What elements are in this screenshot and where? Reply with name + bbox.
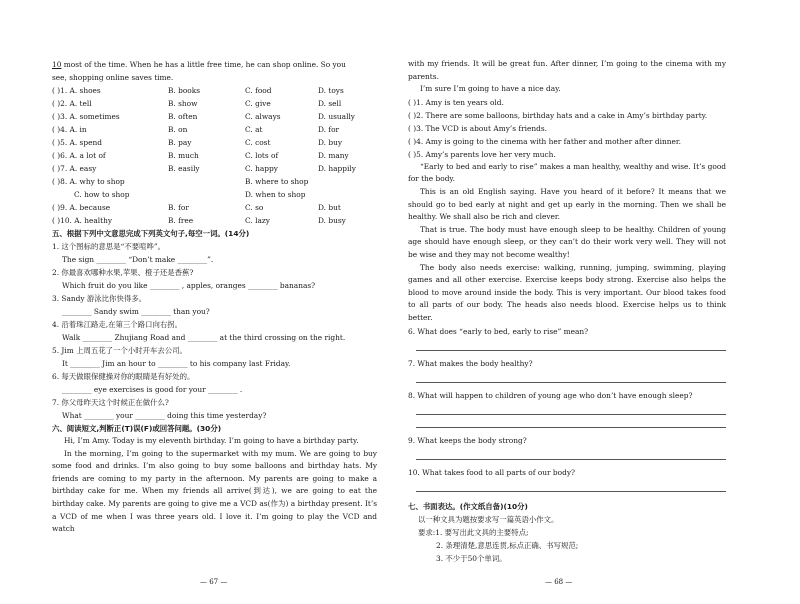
question-zh: 4. 沿着珠江路走,在第三个路口向右拐。 (52, 320, 183, 329)
question-en: The sign ________ “Don’t make ________”. (62, 255, 214, 264)
question-en: ________ Sandy swim ________ than you? (62, 307, 210, 316)
question: 7. What makes the body healthy? (408, 358, 533, 368)
answer-line[interactable] (416, 447, 726, 460)
question-zh: 6. 每天做眼保健操对你的眼睛是有好处的。 (52, 372, 195, 381)
page-number: — 67 — (200, 578, 228, 586)
writing-instruction: 以一种文具为题按要求写一篇英语小作文。 (418, 514, 559, 524)
answer-line[interactable] (416, 415, 726, 428)
mc-row: ( )3. A. sometimes B. often C. always D. usually (52, 112, 355, 121)
answer-line[interactable] (416, 402, 726, 415)
question-zh: 2. 你最喜欢哪种水果,苹果、橙子还是香蕉? (52, 268, 194, 277)
reading-paragraph: This is an old English saying. Have you heard of it before? It means that we should go to bed early at night and get up early in the morning. Then we shall be healthy. We shall also be rich and clever. (408, 186, 726, 222)
reading-paragraph: with my friends. It will be great fun. After dinner, I’m going to the cinema with my parents. (408, 59, 726, 81)
question-en: Which fruit do you like ________ , apples, oranges ________ bananas? (62, 281, 316, 290)
question-en: What ________ your ________ doing this time yesterday? (62, 411, 267, 420)
mc-row: ( )1. A. shoes B. books C. food D. toys (52, 86, 344, 95)
true-false-item: ( )4. Amy is going to the cinema with her father and mother after dinner. (408, 136, 681, 146)
mc-row: ( )8. A. why to shop B. where to shop (52, 177, 309, 186)
mc-row: ( )5. A. spend B. pay C. cost D. buy (52, 138, 343, 147)
mc-row: ( )4. A. in B. on C. at D. for (52, 125, 340, 134)
answer-line[interactable] (416, 479, 726, 492)
reading-paragraph: That is true. The body must have enough sleep to be healthy. Children of young age should have enough sleep, or they can’t do their work very well. They will not be wise and they may not become wealthy! (408, 224, 726, 259)
passage-text: most of the time. When he has a little free time, he can shop online. So you (63, 60, 346, 69)
right-page (408, 58, 726, 565)
reading-paragraph: I’m sure I’m going to have a nice day. (420, 84, 561, 94)
question: 10. What takes food to all parts of our body? (408, 467, 575, 477)
mc-row: ( )9. A. because B. for C. so D. but (52, 203, 341, 212)
question-zh: 5. Jim 上周五花了一个小时开车去公司。 (52, 346, 187, 355)
reading-paragraph: In the morning, I’m going to the supermarket with my mum. We are going to buy some food and drinks. I’m also going to buy some balloons and birthday hats. My friends are coming to my party in the afternoon. My parents are going to make a birthday cake for me. When my friends all arrive(到达), we are going to eat the birthday cake. My parents are going to give me a VCD as(作为) a birthday present. It’s a VCD of me when I was three years old. I love it. I’m going to play the VCD and watch (52, 448, 377, 534)
left-page (52, 58, 377, 536)
mc-row: ( )7. A. easy B. easily C. happy D. happily (52, 164, 356, 173)
intro-line-1 (52, 58, 377, 71)
true-false-item: ( )5. Amy’s parents love her very much. (408, 149, 556, 159)
question-zh: 7. 你父母昨天这个时候正在做什么? (52, 398, 169, 407)
reading-paragraph: The body also needs exercise: walking, running, jumping, swimming, playing games and all other exercise. Exercise keeps body strong. Exercise also helps the blood to move around inside the body. This is very important. Our blood takes food to all parts of our body. The heads also needs blood. Exercise helps us to think better. (408, 262, 726, 322)
question-en: ________ eye exercises is good for your ________ . (62, 385, 243, 394)
question: 8. What will happen to children of young age who don’t have enough sleep? (408, 390, 693, 400)
answer-blank: 10 (52, 60, 62, 69)
reading-paragraph: “Early to bed and early to rise” makes a man healthy, wealthy and wise. It’s good for the body. (408, 161, 726, 184)
question: 9. What keeps the body strong? (408, 435, 527, 445)
writing-instruction: 3. 不少于50个单词。 (436, 553, 507, 563)
section-heading: 七、书面表达。(作文纸自备)(10分) (408, 501, 528, 511)
true-false-item: ( )3. The VCD is about Amy’s friends. (408, 123, 548, 133)
section-heading: 五、根据下列中文意思完成下列英文句子,每空一词。(14分) (52, 229, 250, 238)
writing-instruction: 2. 条理清楚,意思连贯,标点正确、书写规范; (436, 540, 579, 550)
question-en: It ________ Jim an hour to ________ to his company last Friday. (62, 359, 291, 368)
mc-row: ( )2. A. tell B. show C. give D. sell (52, 99, 342, 108)
passage-text: see, shopping online saves time. (52, 73, 174, 82)
page-number: — 68 — (545, 578, 573, 586)
true-false-item: ( )2. There are some balloons, birthday hats and a cake in Amy’s birthday party. (408, 110, 708, 120)
answer-line[interactable] (416, 338, 726, 351)
mc-row: C. how to shop D. when to shop (74, 190, 306, 199)
question-en: Walk ________ Zhujiang Road and ________ at the third crossing on the right. (62, 333, 346, 342)
true-false-item: ( )1. Amy is ten years old. (408, 97, 504, 107)
question: 6. What does “early to bed, early to rise” mean? (408, 326, 589, 336)
answer-line[interactable] (416, 370, 726, 383)
mc-row: ( )6. A. a lot of B. much C. lots of D. many (52, 151, 349, 160)
writing-instruction: 要求:1. 要写出此文具的主要特点; (418, 527, 529, 537)
reading-paragraph: Hi, I’m Amy. Today is my eleventh birthday. I’m going to have a birthday party. (64, 436, 359, 445)
mc-row: ( )10. A. healthy B. free C. lazy D. busy (52, 216, 346, 225)
section-heading: 六、阅读短文,判断正(T)误(F)或回答问题。(30分) (52, 424, 222, 433)
question-zh: 1. 这个图标的意思是“不要喧哗”。 (52, 242, 166, 251)
question-zh: 3. Sandy 游泳比你快得多。 (52, 294, 147, 303)
